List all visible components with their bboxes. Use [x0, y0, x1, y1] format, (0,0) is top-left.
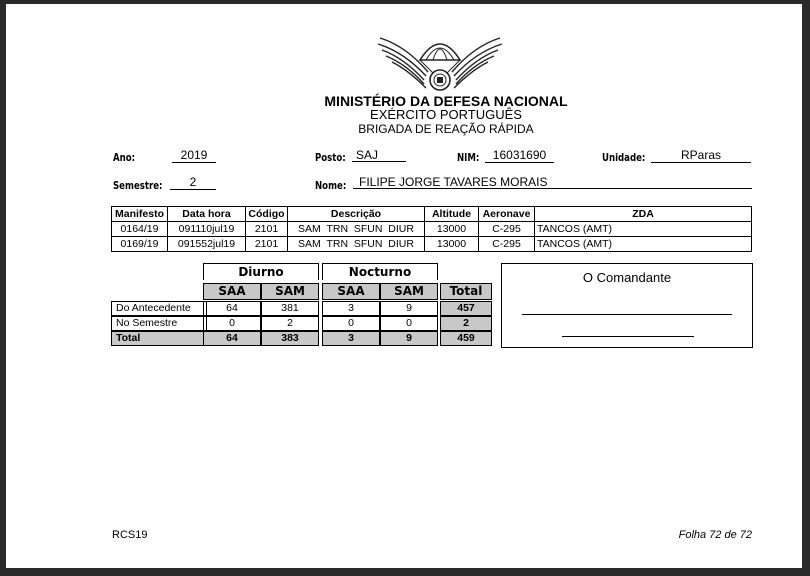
- cell-altitude: 13000: [425, 222, 479, 237]
- diurno-header: Diurno: [203, 263, 319, 280]
- cell-data-hora: 091110jul19: [168, 222, 246, 237]
- paratrooper-wings-emblem-icon: [376, 32, 504, 94]
- total-diurno-sam: 383: [261, 331, 319, 346]
- col-descricao: Descrição: [288, 207, 425, 222]
- army-title: EXÉRCITO PORTUGUÊS: [370, 107, 522, 122]
- cell-codigo: 2101: [246, 222, 288, 237]
- cell-descricao: SAM TRN SFUN DIUR: [288, 237, 425, 252]
- cell-altitude: 13000: [425, 237, 479, 252]
- semestre-nocturno-sam: 0: [380, 316, 438, 331]
- cell-aeronave: C-295: [479, 222, 535, 237]
- total-header: Total: [440, 283, 492, 300]
- ano-value: 2019: [172, 148, 216, 163]
- col-data-hora: Data hora: [168, 207, 246, 222]
- antecedente-nocturno-saa: 3: [322, 301, 380, 316]
- cell-zda: TANCOS (AMT): [535, 222, 752, 237]
- cell-manifesto: 0164/19: [112, 222, 168, 237]
- unidade-value: RParas: [651, 148, 751, 163]
- flights-table: [111, 206, 752, 252]
- ano-label: Ano:: [113, 151, 136, 164]
- semestre-total: 2: [440, 316, 492, 331]
- nim-label: NIM:: [457, 151, 480, 164]
- cell-zda: TANCOS (AMT): [535, 237, 752, 252]
- total-nocturno-saa: 3: [322, 331, 380, 346]
- form-code: RCS19: [112, 529, 148, 541]
- nocturno-sam-header: SAM: [380, 283, 438, 300]
- row-label-antecedente: Do Antecedente: [111, 301, 207, 316]
- row-label-total: Total: [111, 331, 207, 346]
- document-page: [6, 4, 802, 568]
- diurno-sam-header: SAM: [261, 283, 319, 300]
- semestre-value: 2: [170, 175, 216, 190]
- cell-data-hora: 091552jul19: [168, 237, 246, 252]
- table-row: [112, 237, 752, 252]
- brigade-title: BRIGADA DE REAÇÃO RÁPIDA: [358, 122, 534, 136]
- signature-line: [522, 314, 732, 315]
- antecedente-nocturno-sam: 9: [380, 301, 438, 316]
- nim-value: 16031690: [485, 148, 554, 163]
- semestre-diurno-saa: 0: [203, 316, 261, 331]
- col-aeronave: Aeronave: [479, 207, 535, 222]
- posto-label: Posto:: [315, 151, 346, 164]
- col-zda: ZDA: [535, 207, 752, 222]
- row-label-semestre: No Semestre: [111, 316, 207, 331]
- flights-header-row: [112, 207, 752, 222]
- unidade-label: Unidade:: [602, 151, 646, 164]
- cell-manifesto: 0169/19: [112, 237, 168, 252]
- semestre-label: Semestre:: [113, 179, 163, 192]
- grand-total: 459: [440, 331, 492, 346]
- cell-descricao: SAM TRN SFUN DIUR: [288, 222, 425, 237]
- antecedente-diurno-saa: 64: [203, 301, 261, 316]
- nome-label: Nome:: [315, 179, 347, 192]
- diurno-saa-header: SAA: [203, 283, 261, 300]
- table-row: [112, 222, 752, 237]
- col-altitude: Altitude: [425, 207, 479, 222]
- antecedente-total: 457: [440, 301, 492, 316]
- col-codigo: Código: [246, 207, 288, 222]
- posto-value: SAJ: [352, 148, 406, 162]
- signature-title: O Comandante: [582, 270, 672, 285]
- semestre-diurno-sam: 2: [261, 316, 319, 331]
- nocturno-saa-header: SAA: [322, 283, 380, 300]
- page-number: Folha 72 de 72: [678, 529, 752, 541]
- col-manifesto: Manifesto: [112, 207, 168, 222]
- nome-value: FILIPE JORGE TAVARES MORAIS: [353, 175, 752, 189]
- total-diurno-saa: 64: [203, 331, 261, 346]
- nocturno-header: Nocturno: [322, 263, 438, 280]
- ministry-title: MINISTÉRIO DA DEFESA NACIONAL: [324, 93, 568, 109]
- name-line: [562, 336, 694, 337]
- cell-aeronave: C-295: [479, 237, 535, 252]
- semestre-nocturno-saa: 0: [322, 316, 380, 331]
- total-nocturno-sam: 9: [380, 331, 438, 346]
- antecedente-diurno-sam: 381: [261, 301, 319, 316]
- signature-box: [501, 263, 753, 348]
- cell-codigo: 2101: [246, 237, 288, 252]
